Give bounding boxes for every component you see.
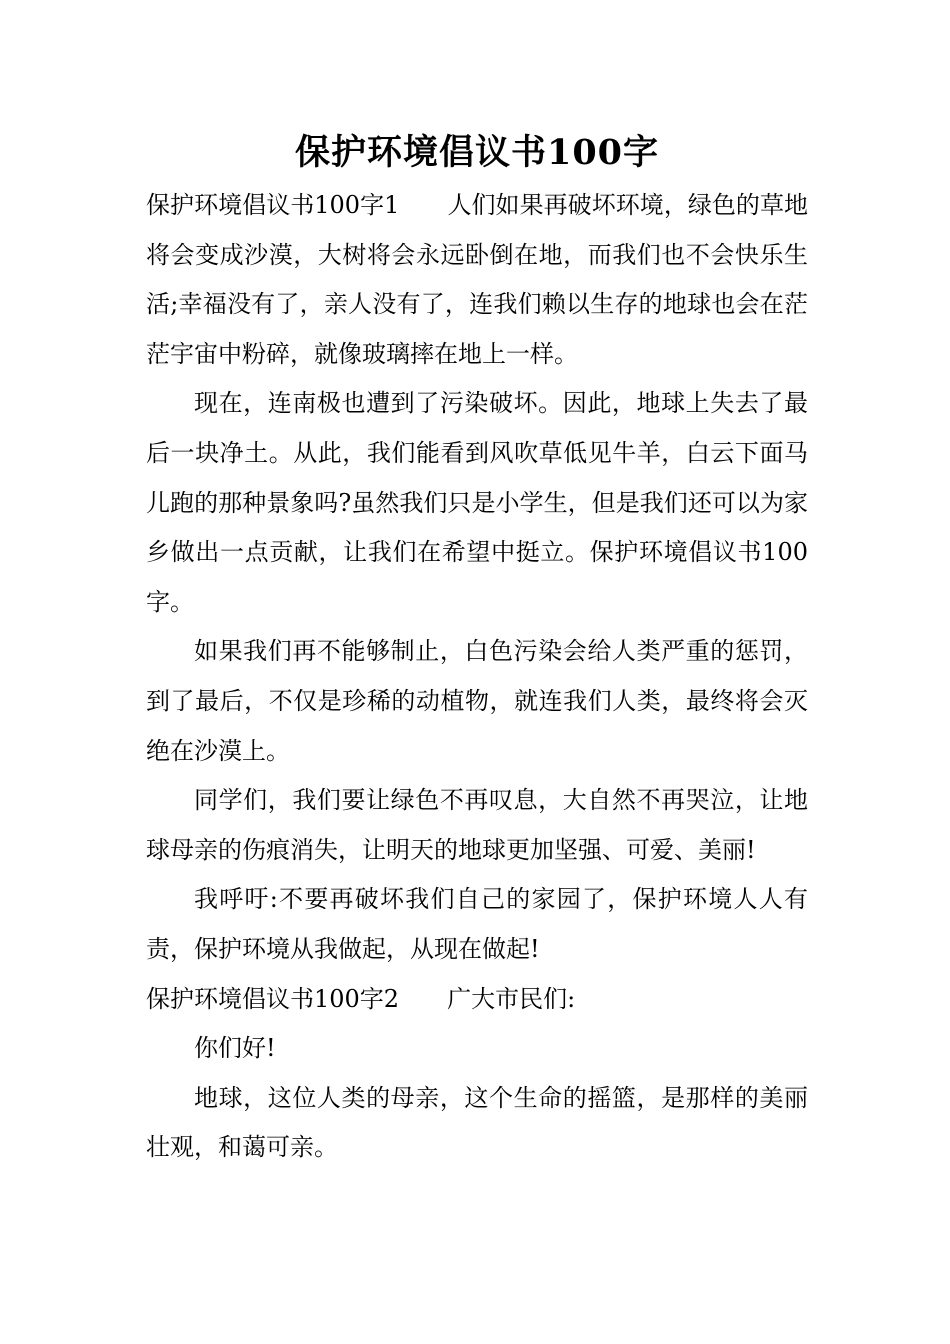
paragraph: 你们好! — [194, 1034, 276, 1063]
document-body — [146, 181, 808, 1173]
paragraph — [146, 181, 808, 379]
document-page — [146, 125, 808, 1173]
paragraph-text: 广大市民们: — [447, 984, 576, 1013]
section-heading-1: 保护环境倡议书100字1 — [146, 191, 400, 219]
paragraph: 同学们，我们要让绿色不再叹息，大自然不再哭泣，让地球母亲的伤痕消失，让明天的地球更加坚强、可爱、美丽! — [146, 786, 808, 864]
paragraph: 现在，连南极也遭到了污染破坏。因此，地球上失去了最后一块净土。从此，我们能看到风吹草低见牛羊，白云下面马儿跑的那种景象吗?虽然我们只是小学生，但是我们还可以为家乡做出一点贡献，让我们在希望中挺立。保护环境倡议书100字。 — [146, 389, 808, 616]
document-title: 保护环境倡议书100字 — [294, 132, 660, 173]
paragraph: 地球，这位人类的母亲，这个生命的摇篮，是那样的美丽壮观，和蔼可亲。 — [146, 1083, 808, 1162]
paragraph — [146, 975, 808, 1025]
paragraph: 我呼吁:不要再破坏我们自己的家园了，保护环境人人有责，保护环境从我做起，从现在做起! — [146, 885, 808, 963]
paragraph-text: 人们如果再破坏环境，绿色的草地将会变成沙漠，大树将会永远卧倒在地，而我们也不会快乐生活;幸福没有了，亲人没有了，连我们赖以生存的地球也会在茫茫宇宙中粉碎，就像玻璃摔在地上一样。 — [146, 191, 809, 368]
section-heading-2: 保护环境倡议书100字2 — [146, 984, 400, 1013]
paragraph: 如果我们再不能够制止，白色污染会给人类严重的惩罚，到了最后，不仅是珍稀的动植物，就连我们人类，最终将会灭绝在沙漠上。 — [146, 637, 808, 765]
